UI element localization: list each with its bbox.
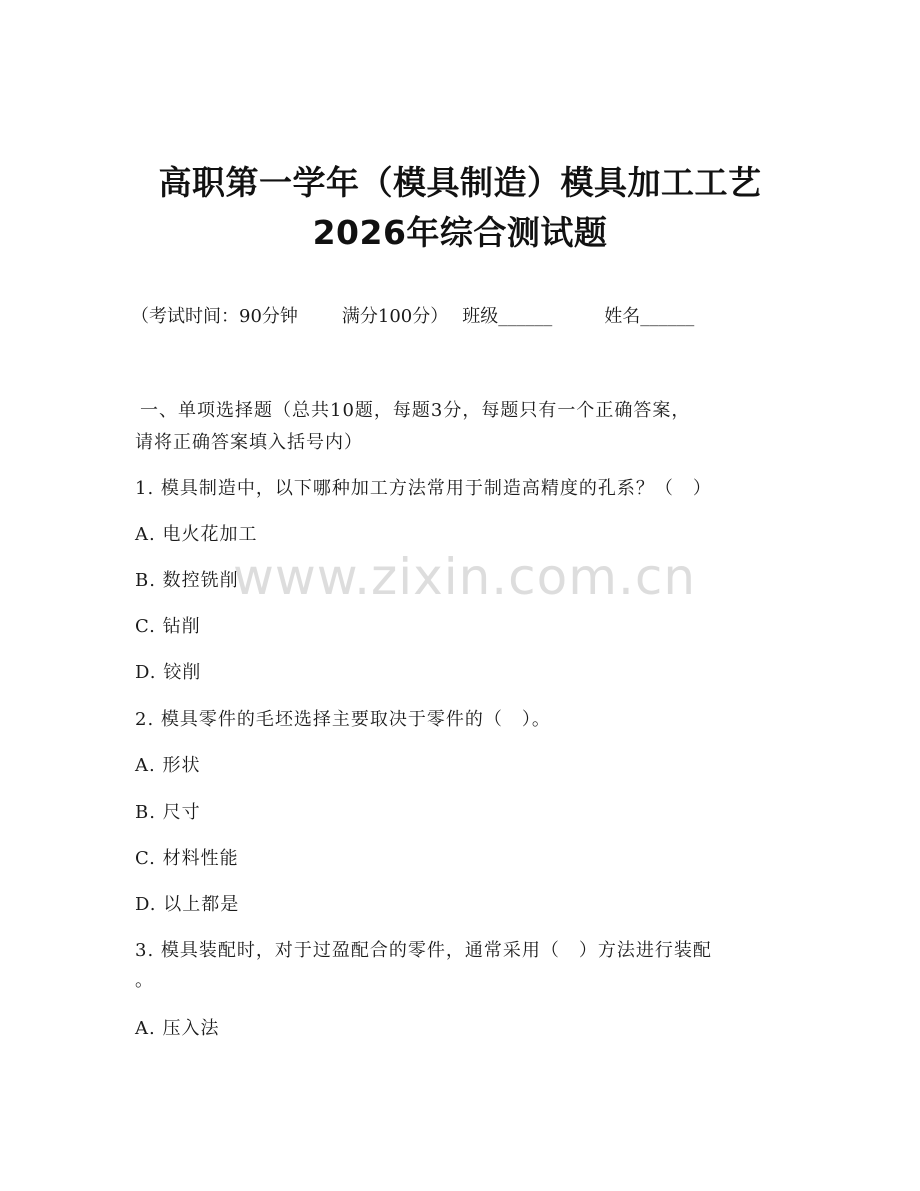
question-2-option-b: B. 尺寸 (135, 802, 201, 823)
exam-score: 满分100分） (341, 306, 449, 327)
question-2-option-d: D. 以上都是 (135, 894, 240, 915)
question-1-option-a: A. 电火花加工 (135, 524, 258, 545)
section-heading-line-1: 一、单项选择题（总共10题，每题3分，每题只有一个正确答案， (140, 400, 691, 421)
question-1-stem: 1. 模具制造中，以下哪种加工方法常用于制造高精度的孔系？（ ） (135, 478, 712, 499)
exam-info-row (131, 302, 694, 328)
document-title-line-2: 2026年综合测试题 (312, 213, 608, 252)
question-3-option-a: A. 压入法 (135, 1018, 220, 1039)
question-2-option-a: A. 形状 (135, 755, 201, 776)
class-field: 班级______ (462, 306, 553, 327)
watermark: www.zixin.com.cn (233, 548, 697, 606)
name-field: 姓名______ (604, 306, 695, 327)
question-2-option-c: C. 材料性能 (135, 848, 239, 869)
document-title-line-1: 高职第一学年（模具制造）模具加工工艺 (158, 163, 762, 202)
exam-time: （考试时间：90分钟 (131, 306, 298, 327)
question-1-option-c: C. 钻削 (135, 616, 201, 637)
question-3-stem-line-1: 3. 模具装配时，对于过盈配合的零件，通常采用（ ）方法进行装配 (135, 940, 712, 961)
question-1-option-b: B. 数控铣削 (135, 570, 239, 591)
question-2-stem: 2. 模具零件的毛坯选择主要取决于零件的（ ）。 (135, 709, 551, 730)
question-1-option-d: D. 铰削 (135, 662, 202, 683)
section-heading-line-2: 请将正确答案填入括号内） (135, 432, 363, 453)
question-3-stem-line-2: 。 (135, 970, 154, 991)
